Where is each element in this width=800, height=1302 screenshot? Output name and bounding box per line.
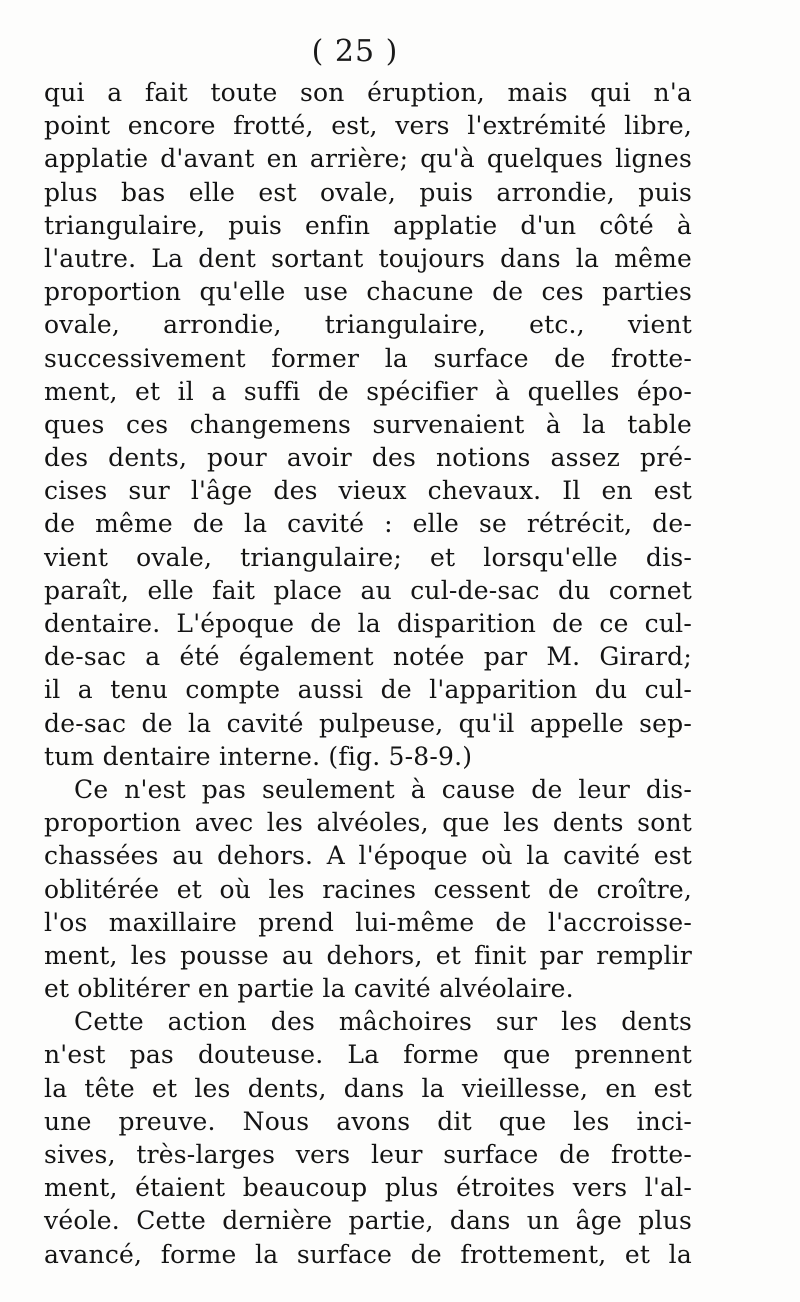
text-line: véole. Cette dernière partie, dans un âge plus: [44, 1206, 692, 1236]
text-line: la tête et les dents, dans la vieillesse, en est: [44, 1073, 692, 1103]
text-line: l'autre. La dent sortant toujours dans la même: [44, 243, 692, 273]
text-line: qui a fait toute son éruption, mais qui n'a: [44, 78, 692, 107]
text-line: sives, très-larges vers leur surface de frotte-: [44, 1140, 692, 1169]
text-line: point encore frotté, est, vers l'extrémité libre,: [44, 111, 692, 141]
text-line: proportion qu'elle use chacune de ces parties: [44, 277, 692, 307]
text-line: de même de la cavité : elle se rétrécit, de-: [44, 509, 692, 539]
text-line: ment, étaient beaucoup plus étroites vers l'al-: [44, 1173, 692, 1203]
text-line: dentaire. L'époque de la disparition de ce cul-: [44, 609, 692, 638]
text-line: cises sur l'âge des vieux chevaux. Il en est: [44, 476, 692, 506]
text-line: paraît, elle fait place au cul-de-sac du cornet: [44, 575, 692, 605]
text-line: ment, les pousse au dehors, et finit par remplir: [44, 940, 692, 970]
text-line: Ce n'est pas seulement à cause de leur dis-: [74, 774, 692, 804]
text-line: vient ovale, triangulaire; et lorsqu'elle dis-: [44, 542, 692, 572]
text-line: ovale, arrondie, triangulaire, etc., vient: [44, 310, 692, 340]
text-line: Cette action des mâchoires sur les dents: [74, 1007, 692, 1037]
body-text: [44, 76, 692, 1271]
page-number: ( 25 ): [311, 34, 399, 69]
text-line: n'est pas douteuse. La forme que prennent: [44, 1040, 692, 1070]
text-line: successivement former la surface de frotte-: [44, 343, 692, 373]
text-line: applatie d'avant en arrière; qu'à quelques lignes: [44, 144, 692, 174]
text-line: une preuve. Nous avons dit que les inci-: [44, 1106, 692, 1136]
text-line: ques ces changemens survenaient à la table: [44, 409, 692, 439]
text-line: triangulaire, puis enfin applatie d'un côté à: [44, 210, 692, 240]
text-line: avancé, forme la surface de frottement, et la: [44, 1239, 692, 1269]
text-line: proportion avec les alvéoles, que les dents sont: [44, 808, 692, 838]
text-line: l'os maxillaire prend lui-même de l'accroisse-: [44, 907, 692, 937]
text-line: des dents, pour avoir des notions assez pré-: [44, 443, 692, 473]
text-line: chassées au dehors. A l'époque où la cavité est: [44, 841, 692, 871]
text-line: oblitérée et où les racines cessent de croître,: [44, 874, 692, 904]
text-line: ment, et il a suffi de spécifier à quelles épo-: [44, 376, 692, 406]
text-line: plus bas elle est ovale, puis arrondie, puis: [44, 177, 692, 207]
text-line: de-sac a été également notée par M. Girard;: [44, 642, 692, 672]
text-line: tum dentaire interne. (fig. 5-8-9.): [44, 741, 473, 771]
text-line: il a tenu compte aussi de l'apparition du cul-: [44, 675, 692, 705]
text-line: de-sac de la cavité pulpeuse, qu'il appelle sep-: [44, 708, 692, 738]
text-line: et oblitérer en partie la cavité alvéolaire.: [44, 974, 574, 1004]
